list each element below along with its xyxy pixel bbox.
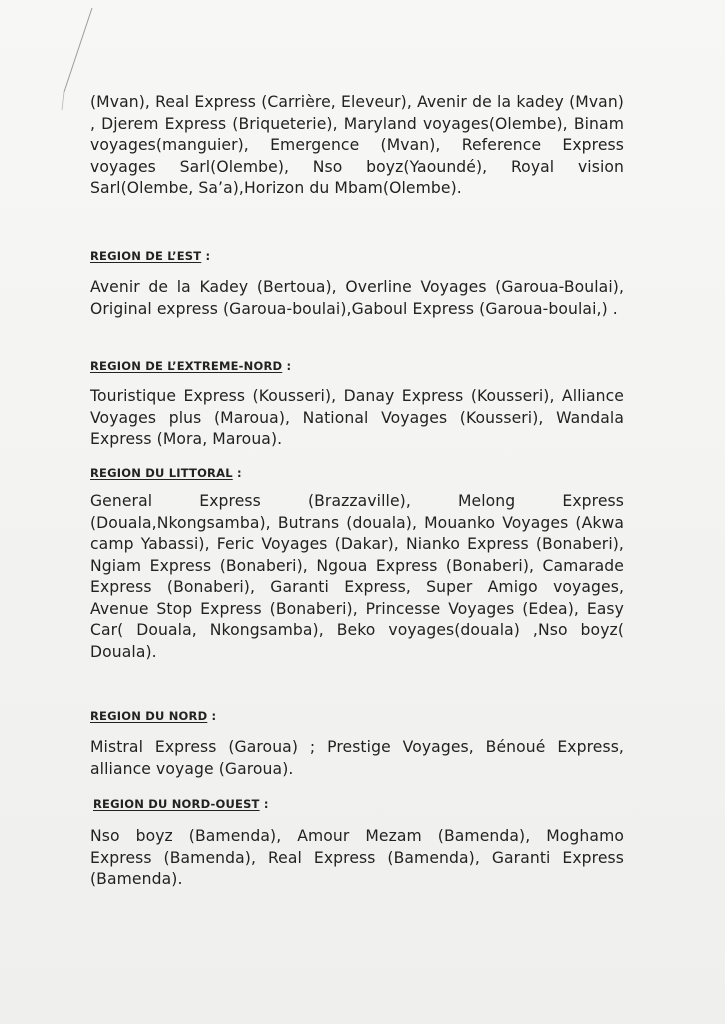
section-text-nord: Mistral Express (Garoua) ; Prestige Voyages, Bénoué Express, alliance voyage (Garoua). [90, 738, 624, 778]
section-heading-nord-colon: : [207, 709, 217, 723]
section-heading-nord-ouest-colon: : [259, 797, 269, 811]
section-heading-nord-ouest [93, 797, 269, 811]
section-text-extreme-nord: Touristique Express (Kousseri), Danay Express (Kousseri), Alliance Voyages plus (Maroua), National Voyages (Kousseri), Wandala Express (Mora, Maroua). [90, 387, 624, 448]
section-heading-est-colon: : [201, 249, 211, 263]
section-heading-extreme-nord [90, 359, 291, 373]
section-text-littoral: General Express (Brazzaville), Melong Express (Douala,Nkongsamba), Butrans (douala), Mouanko Voyages (Akwa camp Yabassi), Feric Voyages (Dakar), Nianko Express (Bonaberi), Ngiam Express (Bonaberi), Ngoua Express (Bonaberi), Camarade Express (Bonaberi), Garanti Express, Super Amigo voyages, Avenue Stop Express (Bonaberi), Princesse Voyages (Edea), Easy Car( Douala, Nkongsamba), Beko voyages(douala) ,Nso boyz( Douala). [90, 492, 624, 661]
section-heading-nord-label: REGION DU NORD [90, 709, 208, 723]
section-heading-est-label: REGION DE L’EST [90, 249, 202, 263]
section-heading-nord [90, 709, 216, 723]
section-heading-extreme-nord-colon: : [282, 359, 292, 373]
section-heading-littoral-label: REGION DU LITTORAL [90, 466, 233, 480]
section-heading-nord-ouest-label: REGION DU NORD-OUEST [93, 797, 260, 811]
section-heading-littoral [90, 466, 242, 480]
section-heading-littoral-colon: : [232, 466, 242, 480]
intro-paragraph: (Mvan), Real Express (Carrière, Eleveur), Avenir de la kadey (Mvan) , Djerem Express (Briqueterie), Maryland voyages(Olembe), Binam voyages(manguier), Emergence (Mvan), Reference Express voyages Sarl(Olembe), Nso boyz(Yaoundé), Royal vision Sarl(Olembe, Sa’a),Horizon du Mbam(Olembe). [90, 93, 624, 197]
section-text-nord-ouest: Nso boyz (Bamenda), Amour Mezam (Bamenda), Moghamo Express (Bamenda), Real Express (Bamenda), Garanti Express (Bamenda). [90, 827, 624, 888]
section-text-est: Avenir de la Kadey (Bertoua), Overline Voyages (Garoua-Boulai), Original express (Garoua-boulai),Gaboul Express (Garoua-boulai,) . [90, 278, 624, 318]
section-heading-extreme-nord-label: REGION DE L’EXTREME-NORD [90, 359, 283, 373]
section-heading-est [90, 249, 210, 263]
